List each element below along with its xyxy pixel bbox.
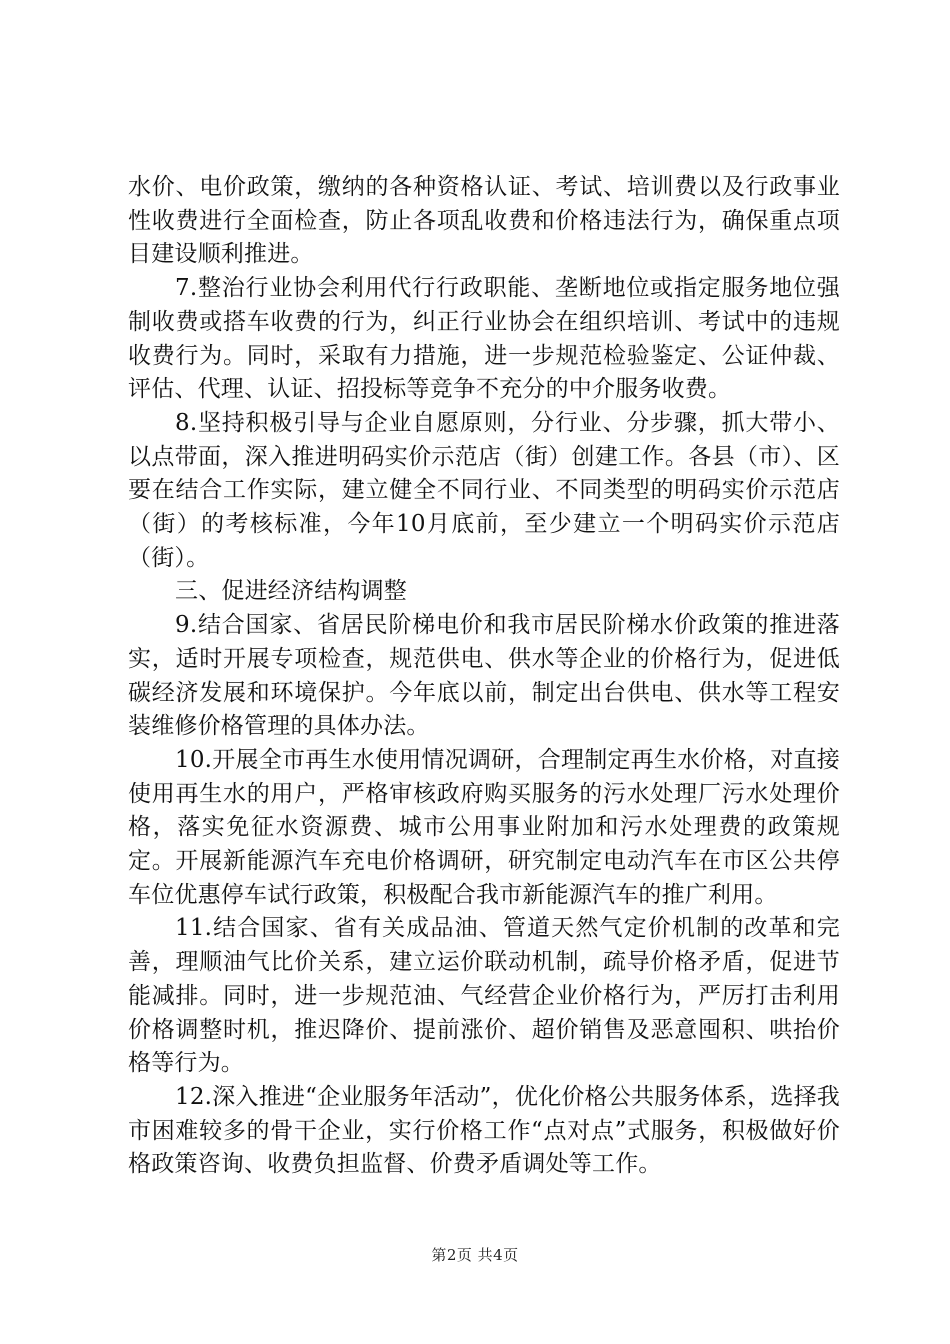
paragraph-continuation: 水价、电价政策，缴纳的各种资格认证、考试、培训费以及行政事业性收费进行全面检查，防止各项乱收费和价格违法行为，确保重点项目建设顺利推进。	[128, 174, 840, 268]
paragraph-item-9: 9.结合国家、省居民阶梯电价和我市居民阶梯水价政策的推进落实，适时开展专项检查，规范供电、供水等企业的价格行为，促进低碳经济发展和环境保护。今年底以前，制定出台供电、供水等工程安装维修价格管理的具体办法。	[128, 612, 840, 740]
section-heading: 三、促进经济结构调整	[175, 578, 407, 605]
paragraph-item-10: 10.开展全市再生水使用情况调研，合理制定再生水价格，对直接使用再生水的用户，严格审核政府购买服务的污水处理厂污水处理价格，落实免征水资源费、城市公用事业附加和污水处理费的政策规定。开展新能源汽车充电价格调研，研究制定电动汽车在市区公共停车位优惠停车试行政策，积极配合我市新能源汽车的推广利用。	[128, 746, 840, 908]
paragraph-item-11: 11.结合国家、省有关成品油、管道天然气定价机制的改革和完善，理顺油气比价关系，建立运价联动机制，疏导价格矛盾，促进节能减排。同时，进一步规范油、气经营企业价格行为，严厉打击利用价格调整时机，推迟降价、提前涨价、超价销售及恶意囤积、哄抬价格等行为。	[128, 915, 840, 1077]
page-number-footer: 第2页 共4页	[431, 1246, 519, 1264]
paragraph-item-8: 8.坚持积极引导与企业自愿原则，分行业、分步骤，抓大带小、以点带面，深入推进明码实价示范店（街）创建工作。各县（市）、区要在结合工作实际，建立健全不同行业、不同类型的明码实价示范店（街）的考核标准，今年10月底前，至少建立一个明码实价示范店（街）。	[128, 409, 840, 571]
paragraph-item-12: 12.深入推进“企业服务年活动”，优化价格公共服务体系，选择我市困难较多的骨干企业，实行价格工作“点对点”式服务，积极做好价格政策咨询、收费负担监督、价费矛盾调处等工作。	[128, 1083, 840, 1178]
paragraph-item-7: 7.整治行业协会利用代行行政职能、垄断地位或指定服务地位强制收费或搭车收费的行为，纠正行业协会在组织培训、考试中的违规收费行为。同时，采取有力措施，进一步规范检验鉴定、公证仲裁、评估、代理、认证、招投标等竞争不充分的中介服务收费。	[128, 275, 840, 403]
document-body	[128, 171, 840, 1182]
